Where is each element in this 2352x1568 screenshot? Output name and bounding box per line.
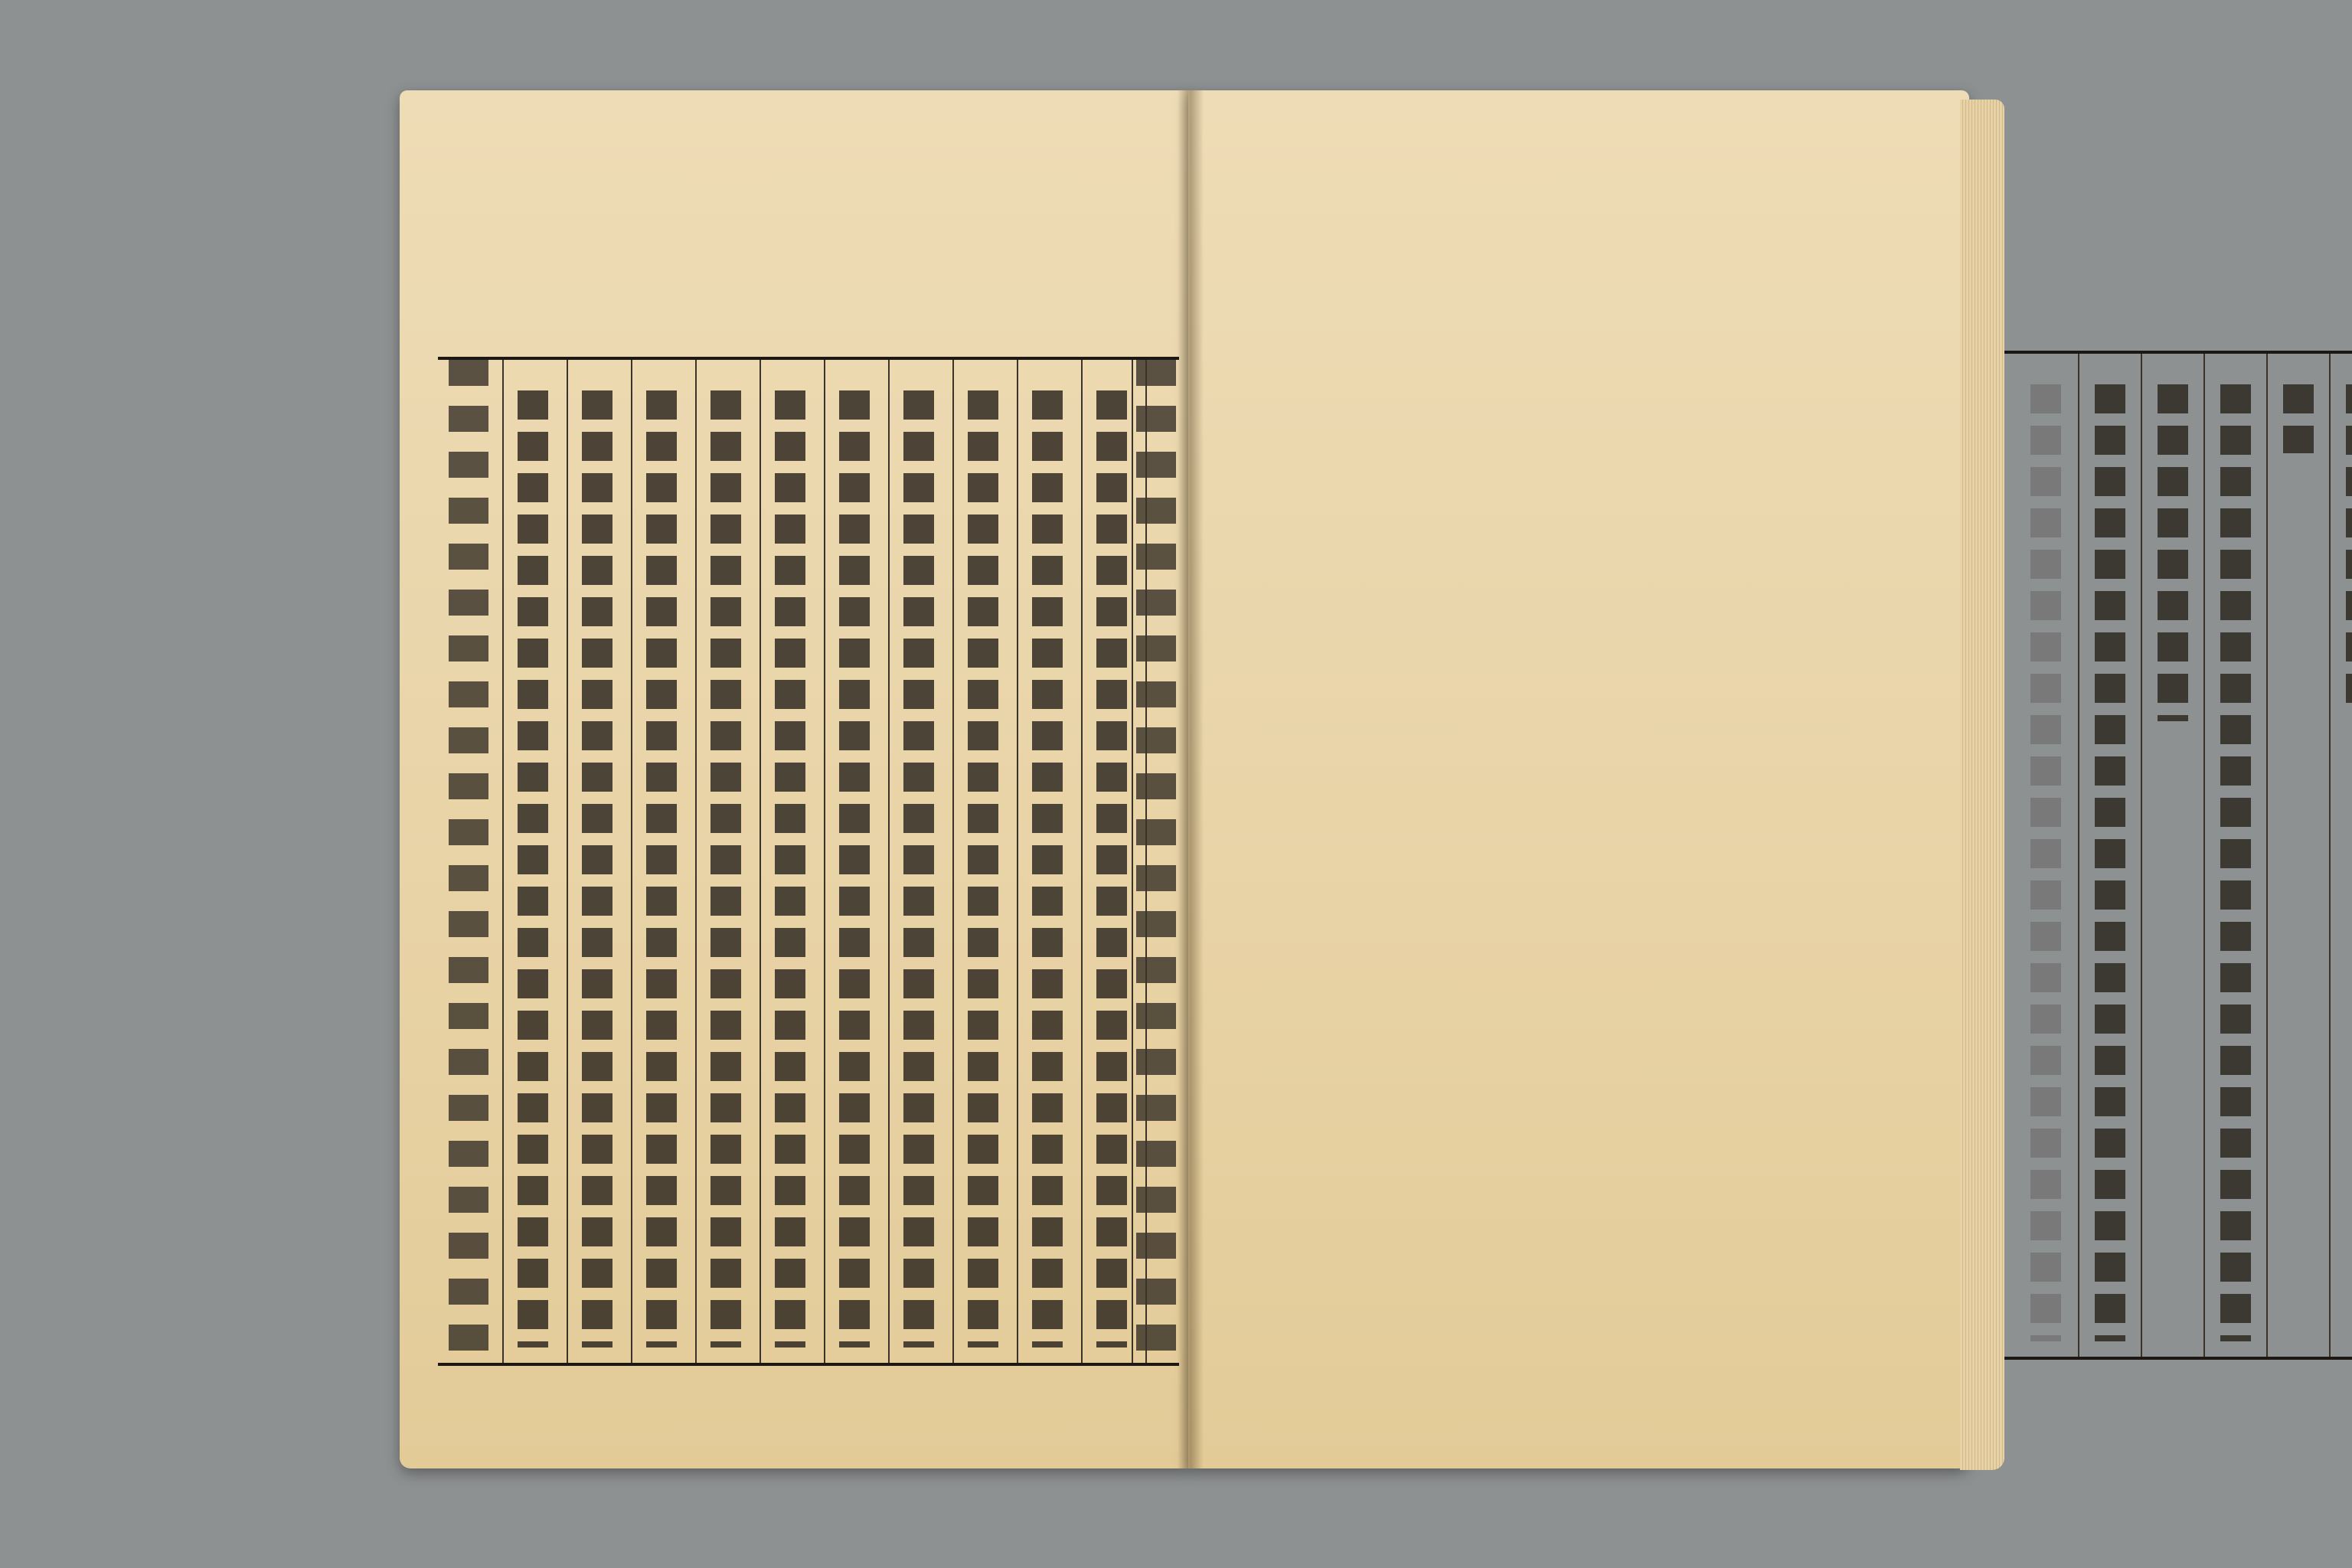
text-column	[2346, 384, 2352, 706]
column-rule	[888, 360, 890, 1363]
text-column	[2220, 384, 2251, 1341]
text-column	[2095, 384, 2125, 1341]
column-rule	[2078, 354, 2079, 1357]
text-column	[775, 390, 805, 1348]
text-column	[518, 390, 548, 1348]
left-page	[400, 90, 1188, 1468]
column-rule	[952, 360, 954, 1363]
text-column	[582, 390, 612, 1348]
column-rule	[567, 360, 568, 1363]
text-column	[903, 390, 934, 1348]
book-gutter	[1178, 90, 1204, 1468]
left-margin-title	[1136, 360, 1176, 1363]
column-rule	[760, 360, 761, 1363]
column-rule	[695, 360, 697, 1363]
column-rule	[2203, 354, 2205, 1357]
text-column	[1096, 390, 1127, 1348]
column-rule	[1132, 360, 1133, 1363]
text-column	[2283, 384, 2314, 453]
right-page	[1188, 90, 1969, 1468]
column-rule	[502, 360, 504, 1363]
text-column	[839, 390, 870, 1348]
text-column	[646, 390, 677, 1348]
page-edges	[1960, 100, 2004, 1470]
show-through-column	[2030, 384, 2061, 1341]
column-rule	[631, 360, 632, 1363]
text-column	[968, 390, 998, 1348]
column-rule	[2141, 354, 2142, 1357]
left-margin-subtitle	[449, 360, 488, 1363]
column-rule	[824, 360, 825, 1363]
column-rule	[1145, 360, 1147, 1363]
text-column	[1032, 390, 1063, 1348]
right-text-block	[2000, 351, 2352, 1360]
column-rule	[2329, 354, 2331, 1357]
column-rule	[1017, 360, 1018, 1363]
text-column	[2158, 384, 2188, 721]
open-book	[390, 90, 2006, 1484]
text-column	[710, 390, 741, 1348]
column-rule	[1081, 360, 1083, 1363]
column-rule	[2266, 354, 2268, 1357]
left-text-block	[438, 357, 1179, 1366]
